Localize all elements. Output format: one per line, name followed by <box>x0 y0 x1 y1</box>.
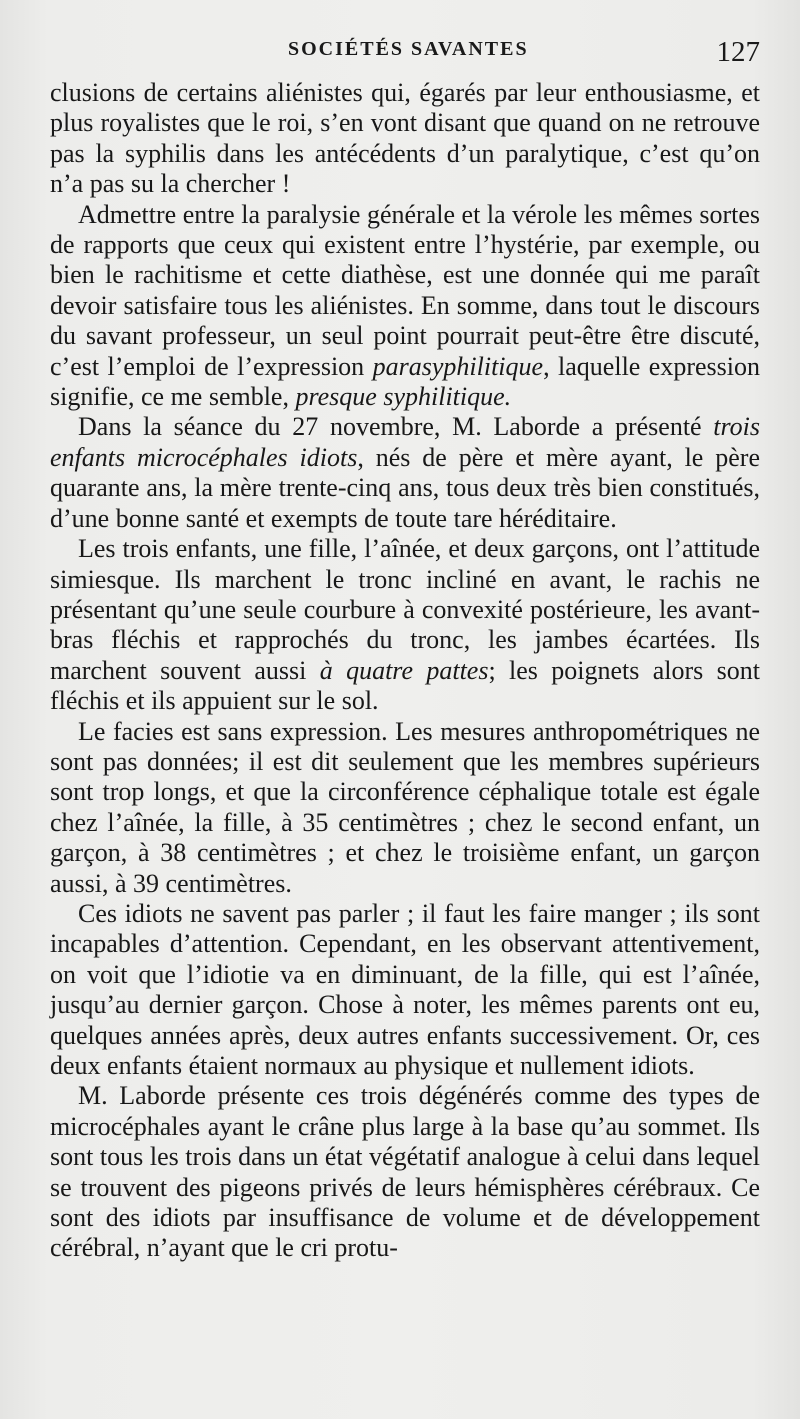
paragraph-5: Le facies est sans expression. Les mesures anthropométriques ne sont pas données; il est dit seulement que les membres supérieurs sont trop longs, et que la circonférence céphalique totale est égale chez l’aînée, la fille, à 35 centimètres ; chez le second enfant, un garçon, à 38 centimètres ; et chez le troisième enfant, un garçon aussi, à 39 centimètres. <box>50 716 760 898</box>
italic-term: à quatre pattes <box>319 655 489 685</box>
body-text <box>50 78 760 1264</box>
page-number: 127 <box>716 36 760 68</box>
running-head <box>48 34 760 78</box>
italic-term: trois enfants microcéphales idiots <box>50 412 760 472</box>
paragraph-1: clusions de certains aliénistes qui, égarés par leur enthousiasme, et plus royalistes que le roi, s’en vont disant que quand on ne retrouve pas la syphilis dans les antécédents d’un paralytique, c’est qu’on n’a pas su la chercher ! <box>50 78 760 199</box>
paragraph-3: Dans la séance du 27 novembre, M. Laborde a présenté trois enfants microcéphales idiots, nés de père et mère ayant, le père quarante ans, la mère trente-cinq ans, tous deux très bien constitués, d’une bonne santé et exempts de toute tare héréditaire. <box>50 412 760 533</box>
running-title: SOCIÉTÉS SAVANTES <box>288 38 529 60</box>
paragraph-7: M. Laborde présente ces trois dégénérés comme des types de microcéphales ayant le crâne plus large à la base qu’au sommet. Ils sont tous les trois dans un état végétatif analogue à celui dans lequel se trouvent des pigeons privés de leurs hémisphères cérébraux. Ce sont des idiots par insuffisance de volume et de développement cérébral, n’ayant que le cri protu- <box>50 1081 760 1263</box>
paragraph-2: Admettre entre la paralysie générale et la vérole les mêmes sortes de rapports que ceux qui existent entre l’hystérie, par exemple, ou bien le rachitisme et cette diathèse, est une donnée qui me paraît devoir satisfaire tous les aliénistes. En somme, dans tout le discours du savant professeur, un seul point pourrait peut-être être discuté, c’est l’emploi de l’expression parasyphilitique, laquelle expression signifie, ce me semble, presque syphilitique. <box>50 199 760 412</box>
italic-term: parasyphilitique <box>372 351 544 381</box>
paragraph-6: Ces idiots ne savent pas parler ; il faut les faire manger ; ils sont incapables d’attention. Cependant, en les observant attentivement, on voit que l’idiotie va en diminuant, de la fille, qui est l’aînée, jusqu’au dernier garçon. Chose à noter, les mêmes parents ont eu, quelques années après, deux autres enfants successivement. Or, ces deux enfants étaient normaux au physique et nullement idiots. <box>50 898 760 1080</box>
italic-term: presque syphilitique. <box>295 382 512 412</box>
paragraph-4: Les trois enfants, une fille, l’aînée, et deux garçons, ont l’attitude simiesque. Ils marchent le tronc incliné en avant, le rachis ne présentant qu’une seule courbure à convexité postérieure, les avant-bras fléchis et rapprochés du tronc, les jambes écartées. Ils marchent souvent aussi à quatre pattes; les poignets alors sont fléchis et ils appuient sur le sol. <box>50 534 760 716</box>
